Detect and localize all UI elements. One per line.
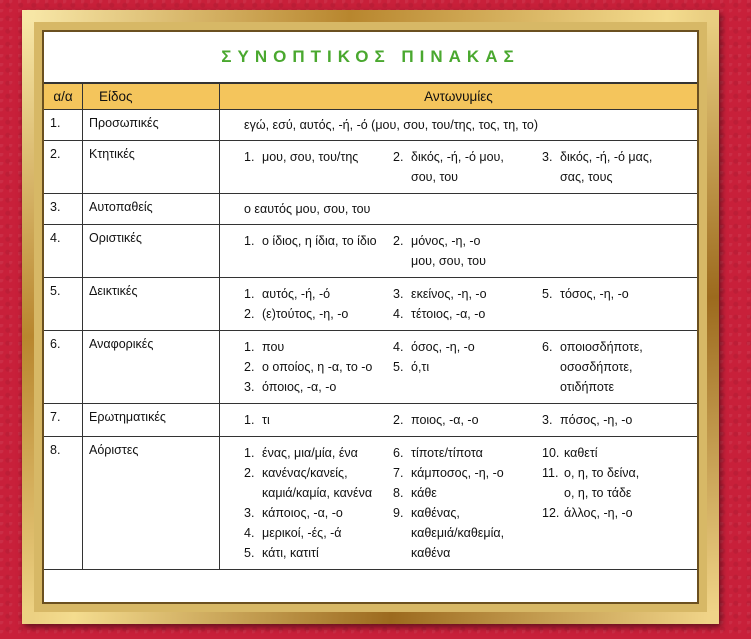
row-kind: Δεικτικές — [83, 278, 220, 331]
pronoun-item — [393, 543, 542, 563]
table-row — [44, 278, 697, 331]
pronoun-column — [542, 231, 691, 271]
pronoun-text: εγώ, εσύ, αυτός, -ή, -ό (μου, σου, του/της, τος, τη, το) — [244, 118, 538, 132]
item-text: δικός, -ή, -ό μας, — [560, 150, 653, 164]
pronoun-column — [244, 337, 393, 397]
row-pronouns — [220, 225, 698, 278]
pronoun-item — [393, 463, 542, 483]
table-row — [44, 141, 697, 194]
row-pronouns — [220, 141, 698, 194]
item-number: 8. — [393, 486, 404, 500]
item-text: (ε)τούτος, -η, -ο — [262, 307, 349, 321]
item-number: 2. — [244, 360, 255, 374]
item-text: που — [262, 340, 285, 354]
item-number: 1. — [244, 234, 255, 248]
item-text: καθετί — [564, 446, 598, 460]
item-number: 12. — [542, 506, 560, 520]
row-number: 3. — [44, 194, 83, 225]
pronoun-item — [393, 231, 542, 251]
header-row — [44, 84, 697, 110]
item-text: οτιδήποτε — [560, 380, 615, 394]
pronoun-column — [393, 410, 542, 430]
item-text: τόσος, -η, -ο — [560, 287, 629, 301]
pronoun-table — [44, 83, 697, 570]
table-row — [44, 110, 697, 141]
item-number — [542, 357, 560, 377]
item-text: καθένας, — [411, 506, 460, 520]
pronoun-column — [393, 337, 542, 397]
item-text: κανένας/κανείς, — [262, 466, 348, 480]
item-text: δικός, -ή, -ό μου, — [411, 150, 504, 164]
pronoun-item — [393, 523, 542, 543]
item-text: κάποιος, -α, -ο — [262, 506, 343, 520]
pronoun-item — [393, 284, 542, 304]
table-body — [44, 110, 697, 570]
pronoun-columns — [244, 337, 691, 397]
pronoun-item — [244, 231, 393, 251]
item-number: 1. — [244, 413, 255, 427]
item-text: εκείνος, -η, -ο — [411, 287, 487, 301]
pronoun-columns — [244, 231, 691, 271]
pronoun-column — [542, 337, 691, 397]
item-text: οποιοσδήποτε, — [560, 340, 643, 354]
pronoun-column — [244, 410, 393, 430]
table-row — [44, 225, 697, 278]
item-number — [542, 167, 560, 187]
item-text: σου, του — [411, 170, 458, 184]
pronoun-item — [393, 147, 542, 167]
item-text: καθεμιά/καθεμία, — [411, 526, 505, 540]
row-pronouns — [220, 404, 698, 437]
table-row — [44, 194, 697, 225]
row-kind: Αόριστες — [83, 437, 220, 570]
row-kind: Κτητικές — [83, 141, 220, 194]
item-number: 3. — [244, 506, 255, 520]
pronoun-column — [244, 443, 393, 563]
item-number — [393, 523, 411, 543]
pronoun-item — [244, 357, 393, 377]
item-text: ποιος, -α, -ο — [411, 413, 479, 427]
table-row — [44, 331, 697, 404]
item-number: 3. — [542, 413, 553, 427]
item-number: 1. — [244, 340, 255, 354]
row-kind: Προσωπικές — [83, 110, 220, 141]
row-kind: Αναφορικές — [83, 331, 220, 404]
item-text: τι — [262, 413, 270, 427]
pronoun-column — [244, 284, 393, 324]
pronoun-column — [542, 147, 691, 187]
item-text: μου, σου, του/της — [262, 150, 359, 164]
pronoun-item — [393, 503, 542, 523]
pronoun-columns — [244, 284, 691, 324]
item-text: μόνος, -η, -ο — [411, 234, 481, 248]
pronoun-item — [244, 410, 393, 430]
item-number — [393, 251, 411, 271]
pronoun-item — [393, 337, 542, 357]
item-text: τέτοιος, -α, -ο — [411, 307, 486, 321]
item-number: 5. — [244, 546, 255, 560]
item-number — [393, 543, 411, 563]
pronoun-item — [542, 284, 691, 304]
item-text: κάθε — [411, 486, 437, 500]
summary-table-panel — [42, 30, 699, 604]
item-text: κάτι, κατιτί — [262, 546, 319, 560]
pronoun-item — [393, 167, 542, 187]
pronoun-column — [393, 147, 542, 187]
pronoun-item — [542, 483, 691, 503]
pronoun-item — [244, 523, 393, 543]
item-text: μου, σου, του — [411, 254, 486, 268]
header-pronouns: Αντωνυμίες — [220, 84, 698, 110]
pronoun-item — [542, 463, 691, 483]
pronoun-item — [244, 483, 393, 503]
item-number: 5. — [542, 287, 553, 301]
row-pronouns — [220, 437, 698, 570]
item-number: 4. — [393, 340, 404, 354]
gold-frame — [22, 10, 719, 624]
item-number: 2. — [393, 234, 404, 248]
item-text: όσος, -η, -ο — [411, 340, 475, 354]
pronoun-item — [244, 304, 393, 324]
row-pronouns — [220, 278, 698, 331]
pronoun-item — [542, 377, 691, 397]
pronoun-column — [393, 284, 542, 324]
pronoun-columns — [244, 147, 691, 187]
item-number: 5. — [393, 360, 404, 374]
item-number: 6. — [393, 446, 404, 460]
item-number: 2. — [244, 307, 255, 321]
item-text: οσοσδήποτε, — [560, 360, 633, 374]
pronoun-item — [244, 443, 393, 463]
header-num: α/α — [44, 84, 83, 110]
pronoun-item — [393, 357, 542, 377]
item-number: 3. — [542, 150, 553, 164]
pronoun-item — [244, 463, 393, 483]
item-number: 3. — [244, 380, 255, 394]
row-number: 2. — [44, 141, 83, 194]
item-text: πόσος, -η, -ο — [560, 413, 633, 427]
row-kind: Οριστικές — [83, 225, 220, 278]
row-number: 1. — [44, 110, 83, 141]
row-number: 7. — [44, 404, 83, 437]
pronoun-item — [542, 337, 691, 357]
item-number: 2. — [393, 413, 404, 427]
item-text: ο, η, το δείνα, — [564, 466, 640, 480]
table-row — [44, 437, 697, 570]
table-title: ΣΥΝΟΠΤΙΚΟΣ ΠΙΝΑΚΑΣ — [44, 32, 697, 83]
item-number: 2. — [393, 150, 404, 164]
item-text: ο ίδιος, η ίδια, το ίδιο — [262, 234, 377, 248]
item-text: καμιά/καμία, κανένα — [262, 486, 373, 500]
pronoun-item — [542, 410, 691, 430]
item-number: 4. — [244, 526, 255, 540]
row-number: 5. — [44, 278, 83, 331]
pronoun-column — [393, 231, 542, 271]
row-number: 6. — [44, 331, 83, 404]
item-text: άλλος, -η, -ο — [564, 506, 633, 520]
pronoun-column — [542, 284, 691, 324]
item-number: 7. — [393, 466, 404, 480]
pronoun-item — [393, 483, 542, 503]
pronoun-item — [542, 503, 691, 523]
pronoun-column — [244, 147, 393, 187]
pronoun-column — [542, 443, 691, 563]
item-number — [542, 377, 560, 397]
pronoun-columns — [244, 410, 691, 430]
row-pronouns — [220, 194, 698, 225]
pronoun-item — [542, 167, 691, 187]
item-text: ένας, μια/μία, ένα — [262, 446, 358, 460]
pronoun-item — [244, 284, 393, 304]
pronoun-column — [542, 410, 691, 430]
item-text: αυτός, -ή, -ό — [262, 287, 331, 301]
item-text: ό,τι — [411, 360, 430, 374]
pronoun-item — [393, 304, 542, 324]
item-number: 11. — [542, 466, 559, 480]
item-number: 2. — [244, 466, 255, 480]
table-row — [44, 404, 697, 437]
header-kind: Είδος — [83, 84, 220, 110]
item-text: ο οποίος, η -α, το -ο — [262, 360, 373, 374]
item-number: 6. — [542, 340, 553, 354]
row-number: 8. — [44, 437, 83, 570]
row-pronouns — [220, 110, 698, 141]
row-kind: Ερωτηματικές — [83, 404, 220, 437]
item-number: 4. — [393, 307, 404, 321]
item-text: όποιος, -α, -ο — [262, 380, 337, 394]
item-number: 9. — [393, 506, 404, 520]
item-number: 1. — [244, 446, 255, 460]
pronoun-item — [244, 543, 393, 563]
pronoun-item — [542, 443, 691, 463]
row-pronouns — [220, 331, 698, 404]
pronoun-column — [244, 231, 393, 271]
item-number — [542, 483, 564, 503]
item-text: σας, τους — [560, 170, 613, 184]
item-text: ο, η, το τάδε — [564, 486, 632, 500]
item-number: 1. — [244, 287, 255, 301]
pronoun-item — [393, 410, 542, 430]
item-number: 10. — [542, 446, 560, 460]
row-kind: Αυτοπαθείς — [83, 194, 220, 225]
pronoun-columns — [244, 443, 691, 563]
pronoun-item — [393, 443, 542, 463]
row-number: 4. — [44, 225, 83, 278]
item-number — [393, 167, 411, 187]
item-text: καθένα — [411, 546, 451, 560]
item-number: 3. — [393, 287, 404, 301]
item-number: 1. — [244, 150, 255, 164]
item-text: τίποτε/τίποτα — [411, 446, 483, 460]
pronoun-item — [393, 251, 542, 271]
pronoun-item — [244, 147, 393, 167]
pronoun-item — [244, 503, 393, 523]
item-text: κάμποσος, -η, -ο — [411, 466, 504, 480]
pronoun-item — [542, 357, 691, 377]
item-text: μερικοί, -ές, -ά — [262, 526, 342, 540]
pronoun-item — [244, 337, 393, 357]
pronoun-text: ο εαυτός μου, σου, του — [244, 202, 371, 216]
item-number — [244, 483, 262, 503]
pronoun-item — [244, 377, 393, 397]
pronoun-column — [393, 443, 542, 563]
pronoun-item — [542, 147, 691, 167]
